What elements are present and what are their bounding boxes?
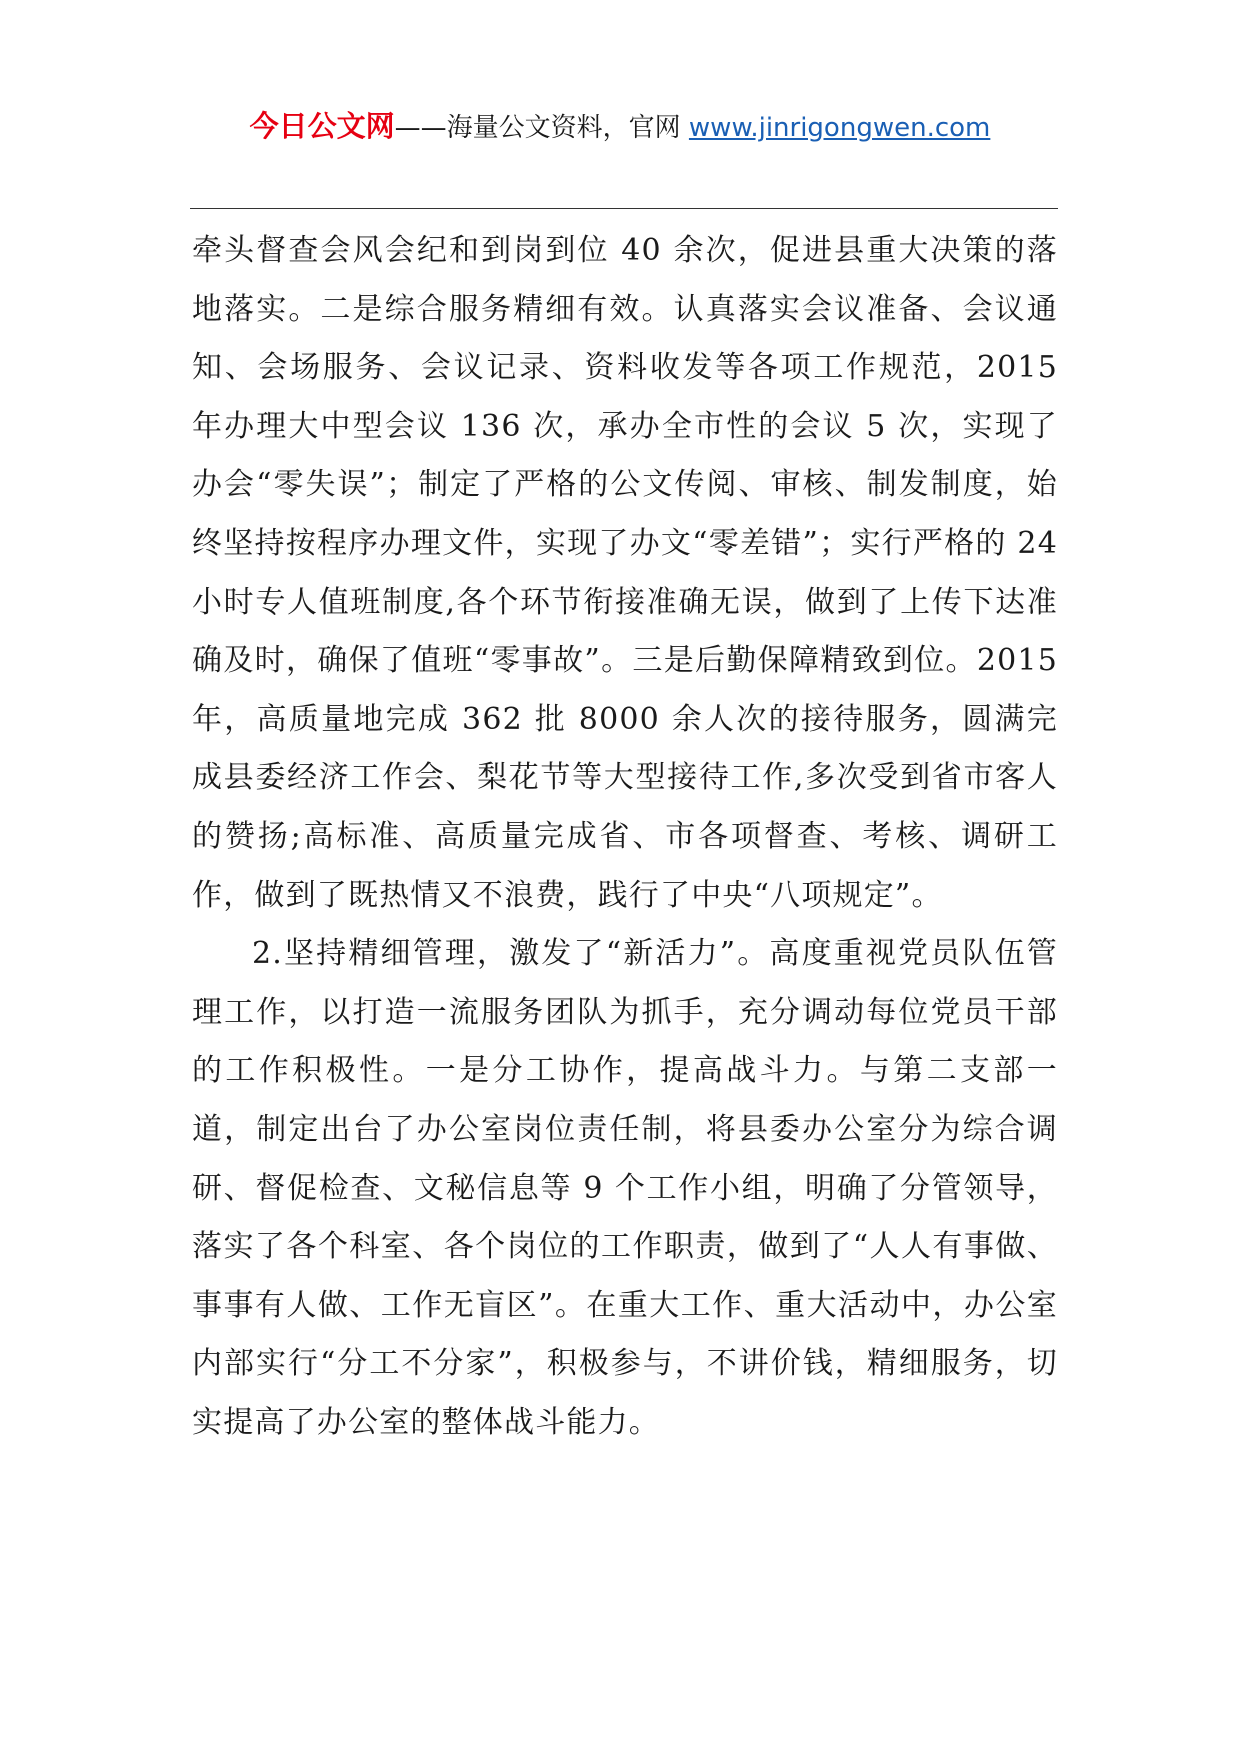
header-dash: —— bbox=[394, 113, 447, 143]
paragraph-section-2: 2.坚持精细管理，激发了“新活力”。高度重视党员队伍管理工作，以打造一流服务团队为抓手，充分调动每位党员干部的工作积极性。一是分工协作，提高战斗力。与第二支部一道，制定出台了办公室岗位责任制，将县委办公室分为综合调研、督促检查、文秘信息等 9 个工作小组，明确了分管领导，落实了各个科室、各个岗位的工作职责，做到了“人人有事做、事事有人做、工作无盲区”。在重大工作、重大活动中，办公室内部实行“分工不分家”，积极参与，不讲价钱，精细服务，切实提高了办公室的整体战斗能力。 bbox=[192, 936, 1058, 1440]
document-body bbox=[192, 222, 1058, 1452]
header-tagline: 海量公文资料，官网 bbox=[446, 113, 689, 143]
site-brand: 今日公文网 bbox=[249, 109, 395, 143]
page-header bbox=[0, 108, 1240, 146]
website-link[interactable]: www.jinrigongwen.com bbox=[688, 113, 991, 143]
paragraph-continuation: 牵头督查会风会纪和到岗到位 40 余次，促进县重大决策的落地落实。二是综合服务精细有效。认真落实会议准备、会议通知、会场服务、会议记录、资料收发等各项工作规范，2015 年办理大中型会议 136 次，承办全市性的会议 5 次，实现了办会“零失误”；制定了严格的公文传阅、审核、制发制度，始终坚持按程序办理文件，实现了办文“零差错”；实行严格的 24 小时专人值班制度,各个环节衔接准确无误，做到了上传下达准确及时，确保了值班“零事故”。三是后勤保障精致到位。2015 年，高质量地完成 362 批 8000 余人次的接待服务，圆满完成县委经济工作会、梨花节等大型接待工作,多次受到省市客人的赞扬;高标准、高质量完成省、市各项督查、考核、调研工作，做到了既热情又不浪费，践行了中央“八项规定”。 bbox=[192, 233, 1058, 913]
header-divider bbox=[190, 208, 1058, 209]
